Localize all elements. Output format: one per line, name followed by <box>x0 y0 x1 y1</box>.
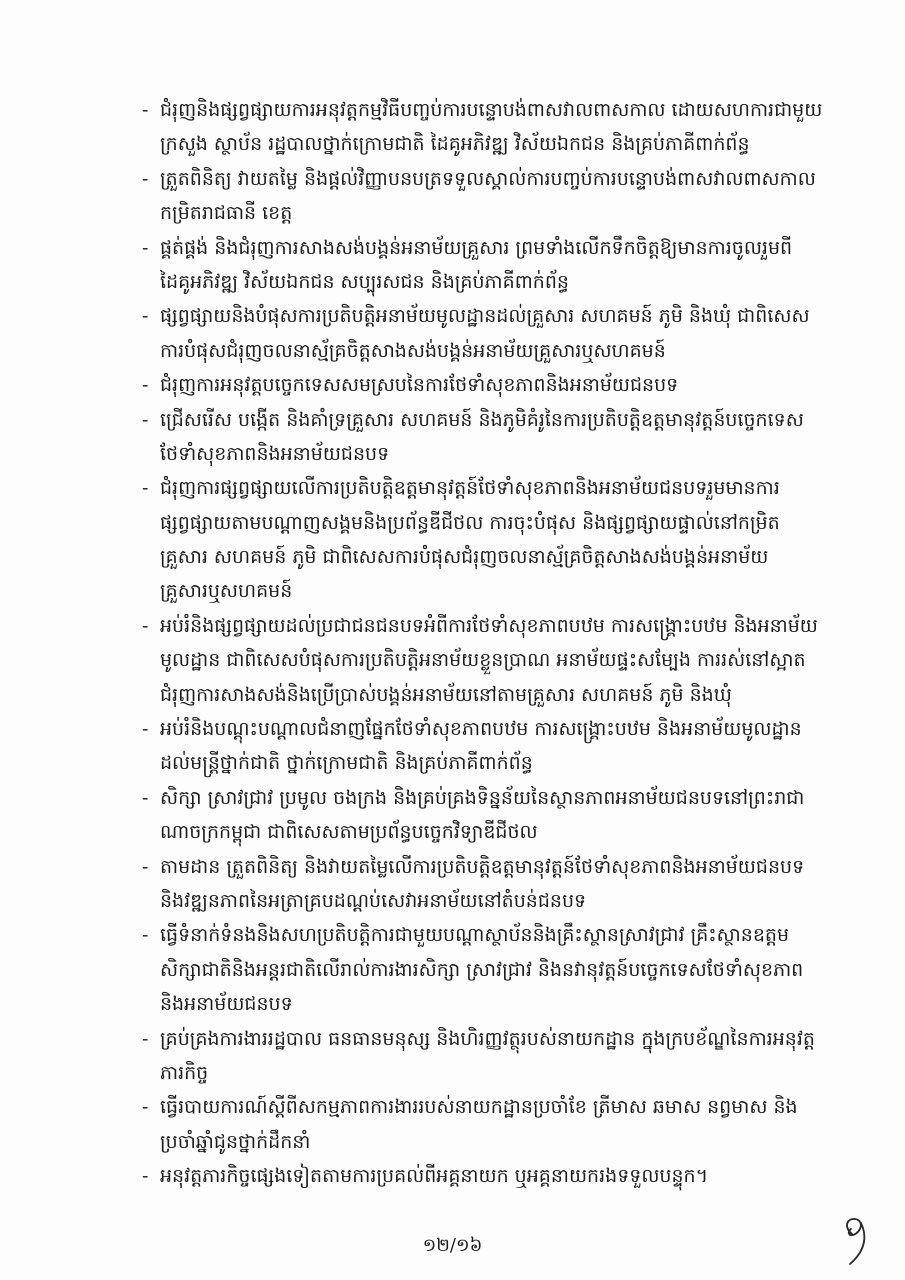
list-item <box>0 162 905 231</box>
bullet-marker: - <box>142 718 149 741</box>
list-item-line: អប់រំនិងបណ្ដុះបណ្ដាលជំនាញផ្នែកថែទាំសុខភាពបឋម ការសង្គ្រោះបឋម និងអនាម័យមូលដ្ឋាន <box>160 718 802 741</box>
list-item-line: ជ្រើសរើស បង្កើត និងគាំទ្រគ្រួសារ សហគមន៍ និងភូមិគំរូនៃការប្រតិបត្តិឧត្តមានុវត្តន៍បច្ចេកទេស <box>160 408 804 431</box>
list-item <box>0 231 905 300</box>
list-item <box>0 918 905 1021</box>
list-item-line: សិក្សាជាតិនិងអន្តរជាតិលើរាល់ការងារសិក្សា ស្រាវជ្រាវ និងនវានុវត្តន៍បច្ចេកទេសថែទាំសុខភាព <box>160 958 804 981</box>
bullet-marker: - <box>142 786 149 809</box>
bullet-marker: - <box>142 924 149 947</box>
list-item-line: ផ្សព្វផ្សាយតាមបណ្ដាញសង្គមនិងប្រព័ន្ធឌីជីថល ការចុះបំផុស និងផ្សព្វផ្សាយផ្ទាល់នៅកម្រិត <box>160 511 780 534</box>
list-item <box>0 850 905 919</box>
list-item-line: ការបំផុសជំរុញចលនាស្ម័គ្រចិត្តសាងសង់បង្គន់អនាម័យគ្រួសារឬសហគមន៍ <box>160 339 666 362</box>
bullet-marker: - <box>142 1027 149 1050</box>
list-item-line: ជំរុញការសាងសង់និងប្រើប្រាស់បង្គន់អនាម័យនៅតាមគ្រួសារ សហគមន៍ ភូមិ និងឃុំ <box>160 683 732 706</box>
list-item-line: ភារកិច្ច <box>160 1061 209 1084</box>
list-item-line: អប់រំនិងផ្សព្វផ្សាយដល់ប្រជាជនជនបទអំពីការថែទាំសុខភាពបឋម ការសង្គ្រោះបឋម និងអនាម័យ <box>160 614 818 637</box>
list-item-line: តាមដាន ត្រួតពិនិត្យ និងវាយតម្លៃលើការប្រតិបត្តិឧត្តមានុវត្តន៍ថែទាំសុខភាពនិងអនាម័យជនបទ <box>160 855 805 878</box>
bullet-marker: - <box>142 236 149 259</box>
list-item <box>0 781 905 850</box>
duties-list <box>0 93 905 1194</box>
list-item-line: កម្រិតរាជធានី ខេត្ត <box>160 202 293 225</box>
list-item-line: ថែទាំសុខភាពនិងអនាម័យជនបទ <box>160 442 390 465</box>
list-item-line: គ្រួសារឬសហគមន៍ <box>160 580 293 603</box>
list-item-line: គ្រប់គ្រងការងាររដ្ឋបាល ធនធានមនុស្ស និងហិរញ្ញវត្ថុរបស់នាយកដ្ឋាន ក្នុងក្របខ័ណ្ឌនៃការអនុវត្ត <box>160 1027 815 1050</box>
list-item-line: និងវឌ្ឍនភាពនៃអត្រាគ្របដណ្ដប់សេវាអនាម័យនៅតំបន់ជនបទ <box>160 889 587 912</box>
list-item <box>0 1022 905 1091</box>
bullet-marker: - <box>142 374 149 397</box>
list-item-line: ដល់មន្ត្រីថ្នាក់ជាតិ ថ្នាក់ក្រោមជាតិ និងគ្រប់ភាគីពាក់ព័ន្ធ <box>160 752 533 775</box>
bullet-marker: - <box>142 408 149 431</box>
bullet-marker: - <box>142 1165 149 1188</box>
list-item-line: ផ្គត់ផ្គង់ និងជំរុញការសាងសង់បង្គន់អនាម័យគ្រួសារ ព្រមទាំងលើកទឹកចិត្តឱ្យមានការចូលរួមពី <box>160 236 793 259</box>
list-item-line: សិក្សា ស្រាវជ្រាវ ប្រមូល ចងក្រង និងគ្រប់គ្រងទិន្នន័យនៃស្ថានភាពអនាម័យជនបទនៅព្រះរាជា <box>160 786 805 809</box>
list-item-line: ណាចក្រកម្ពុជា ជាពិសេសតាមប្រព័ន្ធបច្ចេកវិទ្យាឌីជីថល <box>160 821 538 844</box>
bullet-marker: - <box>142 477 149 500</box>
bullet-marker: - <box>142 855 149 878</box>
list-item-line: និងអនាម័យជនបទ <box>160 993 293 1016</box>
list-item <box>0 1090 905 1159</box>
list-item-line: ប្រចាំឆ្នាំជូនថ្នាក់ដឹកនាំ <box>160 1130 311 1153</box>
bullet-marker: - <box>142 167 149 190</box>
list-item-line: ជំរុញនិងផ្សព្វផ្សាយការអនុវត្តកម្មវិធីបញ្ចប់ការបន្ទោបង់ពាសវាលពាសកាល ដោយសហការជាមួយ <box>160 99 823 121</box>
list-item <box>0 1159 905 1193</box>
bullet-marker: - <box>142 305 149 328</box>
list-item-line: ក្រសួង ស្ថាប័ន រដ្ឋបាលថ្នាក់ក្រោមជាតិ ដៃគូអភិវឌ្ឍ វិស័យឯកជន និងគ្រប់ភាគីពាក់ព័ន្ធ <box>160 133 750 156</box>
list-item <box>0 299 905 368</box>
list-item-line: អនុវត្តភារកិច្ចផ្សេងទៀតតាមការប្រគល់ពីអគ្គនាយក ឬអគ្គនាយករងទទួលបន្ទុក។ <box>160 1165 709 1188</box>
list-item-line: ជំរុញការផ្សព្វផ្សាយលើការប្រតិបត្តិឧត្តមានុវត្តន៍ថែទាំសុខភាពនិងអនាម័យជនបទរួមមានការ <box>160 477 780 500</box>
bullet-marker: - <box>142 614 149 637</box>
list-item-line: គ្រួសារ សហគមន៍ ភូមិ ជាពិសេសការបំផុសជំរុញចលនាស្ម័គ្រចិត្តសាងសង់បង្គន់អនាម័យ <box>160 546 769 569</box>
list-item <box>0 403 905 472</box>
page-number: ១២/១៦ <box>422 1235 483 1256</box>
list-item <box>0 609 905 712</box>
list-item <box>0 471 905 609</box>
list-item-line: មូលដ្ឋាន ជាពិសេសបំផុសការប្រតិបត្តិអនាម័យខ្លួនប្រាណ អនាម័យផ្ទះសម្បែង ការរស់នៅស្អាត <box>160 649 806 672</box>
list-item-line: ត្រួតពិនិត្យ វាយតម្លៃ និងផ្ដល់វិញ្ញាបនបត្រទទួលស្គាល់ការបញ្ចប់ការបន្ទោបង់ពាសវាលពាសកាល <box>160 167 816 190</box>
list-item-line: ផ្សព្វផ្សាយនិងបំផុសការប្រតិបត្តិអនាម័យមូលដ្ឋានដល់គ្រួសារ សហគមន៍ ភូមិ និងឃុំ ជាពិសេស <box>160 305 810 328</box>
list-item-line: ជំរុញការអនុវត្តបច្ចេកទេសសមស្របនៃការថែទាំសុខភាពនិងអនាម័យជនបទ <box>160 374 679 397</box>
bullet-marker: - <box>142 99 149 121</box>
list-item <box>0 368 905 402</box>
bullet-marker: - <box>142 1096 149 1119</box>
list-item <box>0 93 905 162</box>
handwritten-initial-mark <box>836 1214 880 1268</box>
list-item <box>0 712 905 781</box>
list-item-line: ដៃគូអភិវឌ្ឍ វិស័យឯកជន សប្បុរសជន និងគ្រប់ភាគីពាក់ព័ន្ធ <box>160 270 569 293</box>
list-item-line: ធ្វើរបាយការណ៍ស្ដីពីសកម្មភាពការងាររបស់នាយកដ្ឋានប្រចាំខែ ត្រីមាស ឆមាស នព្វមាស និង <box>160 1096 798 1119</box>
list-item-line: ធ្វើទំនាក់ទំនងនិងសហប្រតិបត្តិការជាមួយបណ្ដាស្ថាប័ននិងគ្រឹះស្ថានស្រាវជ្រាវ គ្រឹះស្ថានឧត្តម <box>160 924 790 947</box>
